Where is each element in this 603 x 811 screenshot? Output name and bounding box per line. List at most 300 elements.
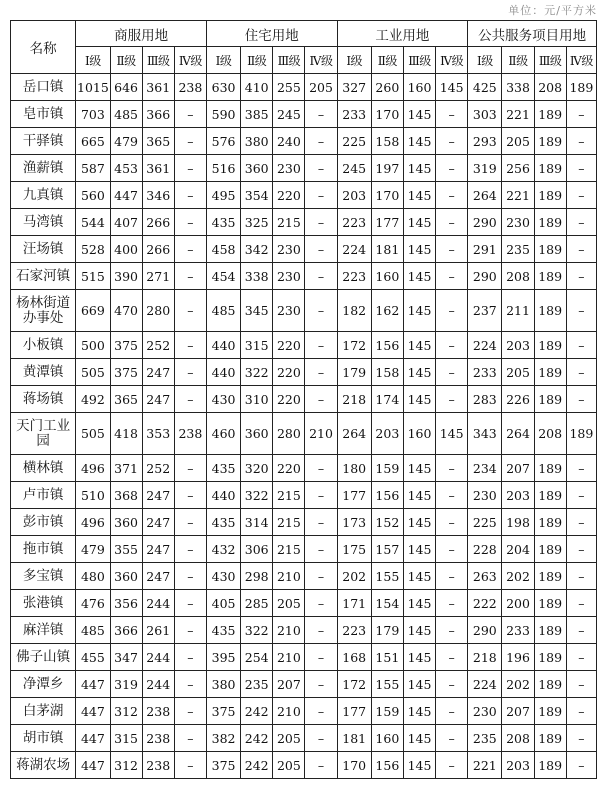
price-cell: 159: [371, 698, 403, 725]
price-cell: 260: [371, 74, 403, 101]
price-cell: –: [566, 563, 596, 590]
price-cell: 410: [241, 74, 273, 101]
price-cell: 207: [502, 698, 534, 725]
price-cell: 208: [534, 74, 566, 101]
price-cell: 385: [241, 101, 273, 128]
row-name-cell: 蒋场镇: [11, 386, 76, 413]
price-cell: 205: [273, 725, 305, 752]
level-header: Ⅰ级: [206, 47, 240, 74]
price-cell: 368: [110, 482, 142, 509]
price-cell: 189: [534, 386, 566, 413]
level-header: Ⅲ级: [273, 47, 305, 74]
price-cell: 189: [534, 155, 566, 182]
table-row: [11, 752, 597, 779]
table-row: [11, 536, 597, 563]
price-cell: 226: [502, 386, 534, 413]
price-cell: –: [566, 671, 596, 698]
price-cell: 215: [273, 536, 305, 563]
price-cell: 158: [371, 359, 403, 386]
price-cell: –: [305, 386, 337, 413]
price-cell: 145: [403, 698, 435, 725]
price-cell: –: [436, 386, 468, 413]
price-cell: 425: [468, 74, 502, 101]
price-cell: 447: [110, 182, 142, 209]
table-row: [11, 563, 597, 590]
price-cell: –: [566, 482, 596, 509]
price-cell: 205: [502, 128, 534, 155]
price-cell: 223: [337, 617, 371, 644]
price-cell: –: [305, 332, 337, 359]
price-cell: –: [566, 725, 596, 752]
price-cell: –: [436, 101, 468, 128]
price-cell: –: [436, 290, 468, 332]
price-cell: 228: [468, 536, 502, 563]
price-cell: 160: [403, 413, 435, 455]
price-cell: 244: [142, 671, 174, 698]
price-cell: 361: [142, 155, 174, 182]
price-cell: 346: [142, 182, 174, 209]
price-cell: 480: [76, 563, 110, 590]
price-cell: 160: [403, 74, 435, 101]
price-cell: –: [566, 236, 596, 263]
price-cell: –: [436, 128, 468, 155]
price-cell: –: [566, 128, 596, 155]
price-cell: 256: [502, 155, 534, 182]
price-cell: 360: [110, 563, 142, 590]
price-cell: 177: [371, 209, 403, 236]
row-name-cell: 彭市镇: [11, 509, 76, 536]
table-row: [11, 263, 597, 290]
price-cell: –: [305, 671, 337, 698]
price-cell: 669: [76, 290, 110, 332]
price-cell: 189: [534, 128, 566, 155]
price-cell: –: [436, 536, 468, 563]
price-cell: 155: [371, 563, 403, 590]
price-cell: 500: [76, 332, 110, 359]
row-name-cell: 麻洋镇: [11, 617, 76, 644]
price-cell: 162: [371, 290, 403, 332]
price-cell: –: [305, 536, 337, 563]
price-cell: 322: [241, 359, 273, 386]
group-header-industrial: 工业用地: [337, 21, 468, 47]
price-cell: 203: [371, 413, 403, 455]
price-cell: 375: [206, 698, 240, 725]
price-cell: –: [436, 263, 468, 290]
price-cell: 703: [76, 101, 110, 128]
header-row-levels: [11, 47, 597, 74]
price-cell: –: [436, 236, 468, 263]
row-name-cell: 张港镇: [11, 590, 76, 617]
price-cell: 544: [76, 209, 110, 236]
price-cell: 157: [371, 536, 403, 563]
price-cell: 145: [436, 74, 468, 101]
price-cell: 145: [403, 359, 435, 386]
price-cell: 202: [502, 671, 534, 698]
price-cell: –: [174, 536, 206, 563]
price-cell: 479: [110, 128, 142, 155]
price-cell: –: [436, 752, 468, 779]
price-cell: 435: [206, 509, 240, 536]
price-cell: 515: [76, 263, 110, 290]
price-cell: 189: [534, 698, 566, 725]
price-cell: –: [566, 536, 596, 563]
price-cell: 247: [142, 563, 174, 590]
name-column-header: 名称: [11, 21, 76, 74]
price-cell: 189: [534, 455, 566, 482]
price-cell: 360: [110, 509, 142, 536]
price-cell: –: [566, 332, 596, 359]
price-cell: –: [566, 290, 596, 332]
price-cell: 151: [371, 644, 403, 671]
row-name-cell: 拖市镇: [11, 536, 76, 563]
price-cell: 218: [468, 644, 502, 671]
price-cell: 230: [273, 290, 305, 332]
price-cell: 210: [273, 644, 305, 671]
price-cell: 245: [337, 155, 371, 182]
price-cell: 189: [534, 509, 566, 536]
price-cell: 247: [142, 536, 174, 563]
price-cell: 290: [468, 617, 502, 644]
price-cell: 366: [142, 101, 174, 128]
price-cell: 154: [371, 590, 403, 617]
row-name-cell: 蒋湖农场: [11, 752, 76, 779]
price-cell: 205: [273, 590, 305, 617]
price-cell: 354: [241, 182, 273, 209]
price-cell: –: [305, 698, 337, 725]
price-cell: 665: [76, 128, 110, 155]
table-row: [11, 359, 597, 386]
price-cell: 505: [76, 359, 110, 386]
price-cell: –: [305, 182, 337, 209]
price-cell: 264: [337, 413, 371, 455]
price-cell: 405: [206, 590, 240, 617]
price-cell: 170: [371, 101, 403, 128]
price-cell: 435: [206, 455, 240, 482]
price-cell: 290: [468, 263, 502, 290]
price-cell: –: [305, 155, 337, 182]
level-header: Ⅲ级: [142, 47, 174, 74]
price-cell: –: [436, 209, 468, 236]
price-cell: 407: [110, 209, 142, 236]
price-cell: –: [174, 290, 206, 332]
table-row: [11, 236, 597, 263]
price-cell: 230: [273, 263, 305, 290]
price-cell: 230: [468, 698, 502, 725]
table-row: [11, 509, 597, 536]
price-cell: 322: [241, 482, 273, 509]
price-cell: –: [305, 263, 337, 290]
table-row: [11, 617, 597, 644]
price-cell: 479: [76, 536, 110, 563]
price-cell: 145: [403, 671, 435, 698]
price-cell: 155: [371, 671, 403, 698]
price-cell: –: [174, 482, 206, 509]
row-name-cell: 佛子山镇: [11, 644, 76, 671]
price-cell: 145: [403, 182, 435, 209]
price-cell: 361: [142, 74, 174, 101]
price-cell: 189: [534, 752, 566, 779]
row-name-cell: 干驿镇: [11, 128, 76, 155]
price-cell: 233: [468, 359, 502, 386]
price-cell: 222: [468, 590, 502, 617]
price-cell: –: [174, 236, 206, 263]
price-cell: 247: [142, 482, 174, 509]
price-cell: 440: [206, 359, 240, 386]
price-cell: 485: [76, 617, 110, 644]
price-cell: 375: [206, 752, 240, 779]
price-cell: 345: [241, 290, 273, 332]
price-cell: 319: [468, 155, 502, 182]
price-cell: 168: [337, 644, 371, 671]
price-cell: 630: [206, 74, 240, 101]
price-cell: 338: [502, 74, 534, 101]
row-name-cell: 黄潭镇: [11, 359, 76, 386]
price-cell: –: [174, 359, 206, 386]
price-cell: 353: [142, 413, 174, 455]
price-cell: 242: [241, 725, 273, 752]
price-cell: 203: [502, 482, 534, 509]
table-row: [11, 290, 597, 332]
price-cell: –: [436, 182, 468, 209]
price-cell: –: [174, 698, 206, 725]
price-cell: 470: [110, 290, 142, 332]
price-cell: 181: [371, 236, 403, 263]
price-cell: 182: [337, 290, 371, 332]
price-cell: 303: [468, 101, 502, 128]
price-cell: –: [566, 509, 596, 536]
price-cell: 247: [142, 509, 174, 536]
price-cell: –: [174, 386, 206, 413]
price-cell: 189: [534, 482, 566, 509]
price-cell: 347: [110, 644, 142, 671]
price-cell: –: [174, 590, 206, 617]
group-header-public-service: 公共服务项目用地: [468, 21, 597, 47]
price-cell: –: [566, 155, 596, 182]
price-cell: 238: [174, 413, 206, 455]
price-cell: –: [436, 563, 468, 590]
price-cell: 198: [502, 509, 534, 536]
price-cell: 476: [76, 590, 110, 617]
price-cell: 400: [110, 236, 142, 263]
row-name-cell: 汪场镇: [11, 236, 76, 263]
price-cell: 235: [468, 725, 502, 752]
price-cell: 204: [502, 536, 534, 563]
price-cell: 343: [468, 413, 502, 455]
price-cell: 221: [502, 182, 534, 209]
price-cell: –: [436, 455, 468, 482]
price-cell: 315: [241, 332, 273, 359]
price-cell: –: [566, 101, 596, 128]
price-cell: 200: [502, 590, 534, 617]
price-cell: 371: [110, 455, 142, 482]
table-row: [11, 725, 597, 752]
table-row: [11, 644, 597, 671]
row-name-cell: 杨林街道办事处: [11, 290, 76, 332]
price-cell: 418: [110, 413, 142, 455]
price-cell: 207: [502, 455, 534, 482]
price-cell: 180: [337, 455, 371, 482]
price-cell: 440: [206, 332, 240, 359]
price-cell: 485: [206, 290, 240, 332]
price-cell: 205: [305, 74, 337, 101]
price-cell: 528: [76, 236, 110, 263]
price-cell: 145: [403, 155, 435, 182]
price-cell: 293: [468, 128, 502, 155]
price-cell: 261: [142, 617, 174, 644]
price-cell: 145: [403, 209, 435, 236]
price-cell: 646: [110, 74, 142, 101]
price-cell: 221: [468, 752, 502, 779]
table-row: [11, 482, 597, 509]
level-header: Ⅰ级: [76, 47, 110, 74]
price-cell: 215: [273, 209, 305, 236]
price-cell: –: [174, 644, 206, 671]
price-cell: 365: [142, 128, 174, 155]
table-row: [11, 155, 597, 182]
row-name-cell: 天门工业园: [11, 413, 76, 455]
price-cell: 210: [305, 413, 337, 455]
price-cell: 271: [142, 263, 174, 290]
price-cell: –: [174, 182, 206, 209]
price-cell: 453: [110, 155, 142, 182]
price-cell: 460: [206, 413, 240, 455]
price-cell: 225: [337, 128, 371, 155]
price-cell: 230: [468, 482, 502, 509]
price-cell: 189: [534, 590, 566, 617]
price-cell: 172: [337, 332, 371, 359]
unit-label: 单位：元/平方米: [508, 4, 597, 17]
price-cell: 174: [371, 386, 403, 413]
price-cell: 375: [110, 332, 142, 359]
price-cell: 235: [502, 236, 534, 263]
price-cell: 145: [403, 509, 435, 536]
price-cell: –: [174, 155, 206, 182]
price-cell: 455: [76, 644, 110, 671]
price-cell: 189: [534, 563, 566, 590]
table-row: [11, 455, 597, 482]
price-cell: 173: [337, 509, 371, 536]
price-cell: –: [305, 290, 337, 332]
price-cell: 220: [273, 182, 305, 209]
price-cell: 223: [337, 263, 371, 290]
price-cell: 208: [502, 263, 534, 290]
price-cell: 145: [436, 413, 468, 455]
price-cell: 244: [142, 644, 174, 671]
price-cell: –: [174, 455, 206, 482]
price-cell: –: [305, 209, 337, 236]
table-row: [11, 671, 597, 698]
price-cell: 189: [534, 617, 566, 644]
price-cell: 196: [502, 644, 534, 671]
price-cell: 189: [534, 536, 566, 563]
price-cell: 325: [241, 209, 273, 236]
price-cell: 244: [142, 590, 174, 617]
price-cell: 312: [110, 698, 142, 725]
table-row: [11, 698, 597, 725]
price-cell: –: [436, 671, 468, 698]
price-cell: 447: [76, 725, 110, 752]
price-cell: 238: [174, 74, 206, 101]
level-header: Ⅰ级: [468, 47, 502, 74]
level-header: Ⅳ级: [436, 47, 468, 74]
price-cell: 247: [142, 359, 174, 386]
price-cell: 177: [337, 482, 371, 509]
level-header: Ⅰ级: [337, 47, 371, 74]
price-cell: 220: [273, 386, 305, 413]
price-cell: 264: [468, 182, 502, 209]
price-cell: 280: [142, 290, 174, 332]
price-cell: 205: [273, 752, 305, 779]
price-cell: 152: [371, 509, 403, 536]
price-cell: –: [174, 263, 206, 290]
price-cell: –: [436, 155, 468, 182]
price-cell: 224: [337, 236, 371, 263]
price-cell: –: [436, 482, 468, 509]
price-cell: 156: [371, 332, 403, 359]
table-header: [11, 21, 597, 74]
price-cell: 189: [534, 209, 566, 236]
price-cell: 189: [534, 290, 566, 332]
header-row-groups: [11, 21, 597, 47]
price-cell: –: [436, 332, 468, 359]
price-cell: 211: [502, 290, 534, 332]
price-cell: 587: [76, 155, 110, 182]
level-header: Ⅱ级: [502, 47, 534, 74]
price-cell: 145: [403, 386, 435, 413]
price-cell: 145: [403, 236, 435, 263]
price-cell: –: [436, 617, 468, 644]
price-cell: –: [174, 101, 206, 128]
price-cell: 189: [534, 101, 566, 128]
price-cell: 242: [241, 752, 273, 779]
price-cell: 238: [142, 725, 174, 752]
price-cell: 210: [273, 698, 305, 725]
price-cell: 230: [273, 236, 305, 263]
price-cell: 298: [241, 563, 273, 590]
price-cell: 365: [110, 386, 142, 413]
price-cell: 225: [468, 509, 502, 536]
table-row: [11, 74, 597, 101]
price-cell: 360: [241, 413, 273, 455]
price-cell: –: [305, 236, 337, 263]
price-cell: 322: [241, 617, 273, 644]
price-cell: 306: [241, 536, 273, 563]
price-cell: 447: [76, 752, 110, 779]
price-cell: 160: [371, 725, 403, 752]
price-cell: 447: [76, 698, 110, 725]
price-cell: 230: [273, 155, 305, 182]
price-cell: 240: [273, 128, 305, 155]
price-cell: –: [566, 698, 596, 725]
price-cell: 145: [403, 644, 435, 671]
price-cell: 170: [337, 752, 371, 779]
price-cell: 255: [273, 74, 305, 101]
level-header: Ⅱ级: [371, 47, 403, 74]
price-cell: 290: [468, 209, 502, 236]
price-cell: –: [174, 725, 206, 752]
level-header: Ⅳ级: [174, 47, 206, 74]
price-cell: 189: [534, 263, 566, 290]
price-cell: 454: [206, 263, 240, 290]
price-cell: 145: [403, 725, 435, 752]
price-cell: –: [305, 509, 337, 536]
price-cell: 145: [403, 590, 435, 617]
row-name-cell: 九真镇: [11, 182, 76, 209]
row-name-cell: 渔薪镇: [11, 155, 76, 182]
price-cell: –: [174, 209, 206, 236]
price-cell: 202: [337, 563, 371, 590]
price-cell: 447: [76, 671, 110, 698]
